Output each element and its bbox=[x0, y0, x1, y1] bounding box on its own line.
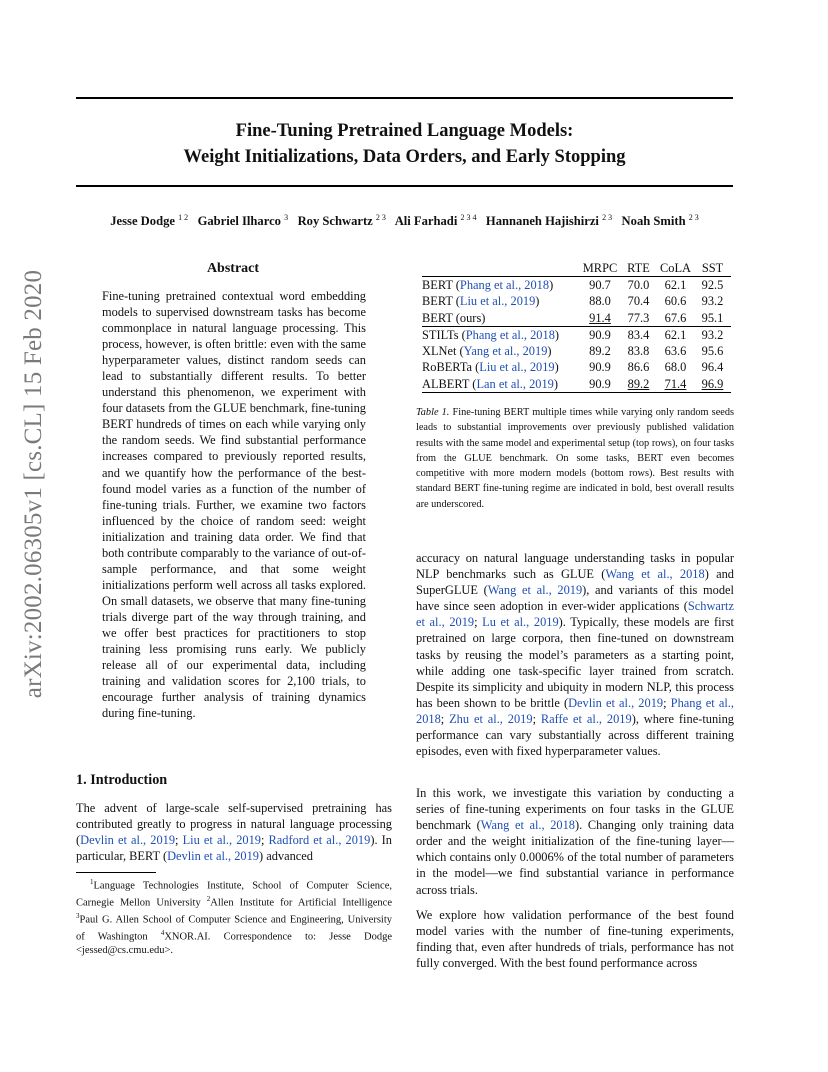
author-list bbox=[76, 213, 733, 229]
citation-link[interactable]: Wang et al., 2018 bbox=[605, 567, 705, 582]
citation-link[interactable]: Phang et al., 2018 bbox=[459, 277, 550, 292]
table-row bbox=[422, 343, 731, 359]
citation-link[interactable]: Devlin et al., 2019 bbox=[167, 849, 259, 864]
column-header: CoLA bbox=[660, 260, 691, 275]
value-cell: 77.3 bbox=[620, 310, 657, 327]
model-cell: STILTs (Phang et al., 2018) bbox=[422, 327, 560, 342]
value-cell: 92.5 bbox=[694, 277, 731, 294]
author: Noah Smith $^{2 3}$ bbox=[621, 213, 699, 229]
value-cell: 93.2 bbox=[701, 294, 724, 309]
body-paragraph-1: accuracy on natural language understanding tasks in popular NLP benchmarks such as GLUE (Wang et al., 2018) and SuperGLUE (Wang et al., 2019), and variants of this model have since seen adoption in ever-wider applications (Schwartz et al., 2019; Lu et al., 2019). Typically, these models are first pretrained on large corpora, then fine-tuned on downstream tasks by reusing the model’s parameters as a starting point, while adding one task-specific layer trained from scratch. Despite its simplicity and ubiquity in modern NLP, this process has been shown to be brittle (Devlin et al., 2019; Phang et al., 2018; Zhu et al., 2019; Raffe et al., 2019), where fine-tuning performance can vary substantially across different training episodes, even with fixed hyperparameter values. bbox=[416, 551, 734, 759]
model-cell: BERT (Liu et al., 2019) bbox=[422, 294, 540, 309]
citation-link[interactable]: Phang et al., 2018 bbox=[416, 695, 734, 726]
citation-link[interactable]: Yang et al., 2019 bbox=[463, 344, 548, 359]
column-header: SST bbox=[701, 260, 724, 275]
arxiv-stamp bbox=[20, 269, 48, 699]
value-cell: 96.4 bbox=[701, 360, 724, 375]
value-cell: 93.2 bbox=[701, 327, 724, 342]
value-cell: 86.6 bbox=[627, 360, 650, 375]
results-table bbox=[422, 260, 731, 393]
column-header: RTE bbox=[627, 260, 650, 275]
author: Hannaneh Hajishirzi $^{2 3}$ bbox=[485, 213, 613, 229]
citation-link[interactable]: Radford et al., 2019 bbox=[268, 833, 371, 848]
value-cell: 63.6 bbox=[664, 344, 687, 359]
introduction-paragraph: The advent of large-scale self-supervised pretraining has contributed greatly to progress in natural language processing (Devlin et al., 2019; Liu et al., 2019; Radford et al., 2019). In particular, BERT (Devlin et al., 2019) advanced bbox=[76, 801, 392, 864]
model-cell: RoBERTa (Liu et al., 2019) bbox=[422, 360, 559, 375]
value-cell: 96.9 bbox=[694, 376, 731, 393]
citation-link[interactable]: Raffe et al., 2019 bbox=[540, 711, 632, 726]
table-header-row bbox=[422, 260, 731, 277]
value-cell: 95.6 bbox=[701, 344, 724, 359]
abstract-heading: Abstract bbox=[206, 261, 260, 276]
author: Roy Schwartz $^{2 3}$ bbox=[297, 213, 386, 229]
caption-label: Table 1. bbox=[416, 407, 450, 418]
value-cell: 67.6 bbox=[657, 310, 694, 327]
top-rule bbox=[76, 97, 733, 99]
value-cell: 89.2 bbox=[589, 344, 611, 359]
author: Gabriel Ilharco $^3$ bbox=[197, 213, 289, 229]
table-row bbox=[422, 310, 731, 327]
title-line-1: Fine-Tuning Pretrained Language Models: bbox=[235, 121, 574, 141]
paper-title bbox=[76, 118, 733, 170]
author: Ali Farhadi $^{2 3 4}$ bbox=[394, 213, 477, 229]
table-row bbox=[422, 277, 731, 294]
arxiv-stamp-text: arXiv:2002.06305v1 [cs.CL] 15 Feb 2020 bbox=[20, 269, 48, 699]
citation-link[interactable]: Zhu et al., 2019 bbox=[449, 711, 533, 726]
citation-link[interactable]: Schwartz et al., 2019 bbox=[416, 599, 734, 630]
citation-link[interactable]: Lan et al., 2019 bbox=[476, 376, 554, 391]
value-cell: 70.4 bbox=[627, 294, 650, 309]
section-heading-introduction: 1. Introduction bbox=[76, 772, 168, 788]
citation-link[interactable]: Lu et al., 2019 bbox=[482, 615, 559, 630]
table-row bbox=[422, 294, 731, 310]
value-cell: 62.1 bbox=[657, 277, 694, 294]
citation-link[interactable]: Phang et al., 2018 bbox=[465, 327, 555, 342]
table-row bbox=[422, 360, 731, 376]
citation-link[interactable]: Devlin et al., 2019 bbox=[80, 833, 176, 848]
title-line-2: Weight Initializations, Data Orders, and Early Stopping bbox=[183, 147, 626, 167]
table-row bbox=[422, 376, 731, 393]
title-bottom-rule bbox=[76, 185, 733, 187]
model-cell: XLNet (Yang et al., 2019) bbox=[422, 344, 552, 359]
value-cell: 83.8 bbox=[627, 344, 650, 359]
citation-link[interactable]: Wang et al., 2019 bbox=[487, 583, 583, 598]
citation-link[interactable]: Liu et al., 2019 bbox=[459, 294, 536, 309]
model-cell: BERT (ours) bbox=[422, 310, 580, 327]
value-cell: 90.9 bbox=[580, 376, 620, 393]
value-cell: 91.4 bbox=[580, 310, 620, 327]
citation-link[interactable]: Liu et al., 2019 bbox=[479, 360, 555, 375]
value-cell: 90.9 bbox=[589, 360, 611, 375]
body-paragraph-3: We explore how validation performance of the best found model varies with the number of fine-tuning experiments, finding that, even after hundreds of trials, performance has not fully converged. With the best found performance across bbox=[416, 908, 734, 971]
value-cell: 90.7 bbox=[580, 277, 620, 294]
column-header: MRPC bbox=[582, 260, 618, 275]
citation-link[interactable]: Devlin et al., 2019 bbox=[568, 695, 664, 710]
table-caption: Table 1. Fine-tuning BERT multiple times while varying only random seeds leads to substantial improvements over previously published validation results with the same model and experimental setup (top rows), on four tasks from the GLUE benchmark. On some tasks, BERT even becomes competitive with more modern models (bottom rows). Best results with standard BERT fine-tuning regime are indicated in bold, best overall results are underscored. bbox=[416, 407, 734, 510]
model-cell: ALBERT (Lan et al., 2019) bbox=[422, 376, 580, 393]
footnote-rule bbox=[76, 872, 156, 873]
author: Jesse Dodge $^{1 2}$ bbox=[110, 213, 189, 229]
value-cell: 71.4 bbox=[657, 376, 694, 393]
value-cell: 89.2 bbox=[620, 376, 657, 393]
value-cell: 62.1 bbox=[664, 327, 687, 342]
value-cell: 83.4 bbox=[627, 327, 650, 342]
value-cell: 95.1 bbox=[694, 310, 731, 327]
abstract-text: Fine-tuning pretrained contextual word embedding models to supervised downstream tasks has become commonplace in natural language processing. This process, however, is often brittle: even with the same hyperparameter values, distinct random seeds can lead to substantially different results. To better understand this phenomenon, we experiment with four datasets from the GLUE benchmark, fine-tuning BERT hundreds of times on each while varying only the random seeds. We find substantial performance increases compared to previously reported results, and we quantify how the performance of the best-found model varies as a function of the number of fine-tuning trials. Further, we examine two factors influenced by the choice of random seed: weight initialization and training data order. We find that both contribute comparably to the variance of out-of-sample performance, and that some weight initializations perform well across all tasks explored. On small datasets, we observe that many fine-tuning trials diverge part of the way through training, and we offer best practices for practitioners to stop training less promising runs early. We publicly release all of our experimental data, including training and validation scores for 2,100 trials, to encourage further analysis of training dynamics during fine-tuning. bbox=[102, 289, 366, 721]
value-cell: 90.9 bbox=[589, 327, 611, 342]
value-cell: 70.0 bbox=[620, 277, 657, 294]
table-row bbox=[422, 327, 731, 344]
value-cell: 88.0 bbox=[589, 294, 611, 309]
affiliation-footnote: $^1$Language Technologies Institute, School of Computer Science, Carnegie Mellon University $^2$Allen Institute for Artificial Intelligence $^3$Paul G. Allen School of Computer Science and Engineering, University of Washington $^4$XNOR.AI. Correspondence to: Jesse Dodge <jessed@cs.cmu.edu>. bbox=[76, 878, 392, 957]
citation-link[interactable]: Wang et al., 2018 bbox=[480, 818, 575, 833]
citation-link[interactable]: Liu et al., 2019 bbox=[182, 833, 261, 848]
model-cell: BERT (Phang et al., 2018) bbox=[422, 277, 580, 294]
value-cell: 68.0 bbox=[664, 360, 687, 375]
body-paragraph-2: In this work, we investigate this variation by conducting a series of fine-tuning experiments on four tasks in the GLUE benchmark (Wang et al., 2018). Changing only training data order and the weight initialization of the fine-tuning layer—which contains only 0.0006% of the total number of parameters in the model—we find substantial variance in performance across trials. bbox=[416, 786, 734, 897]
value-cell: 60.6 bbox=[664, 294, 687, 309]
